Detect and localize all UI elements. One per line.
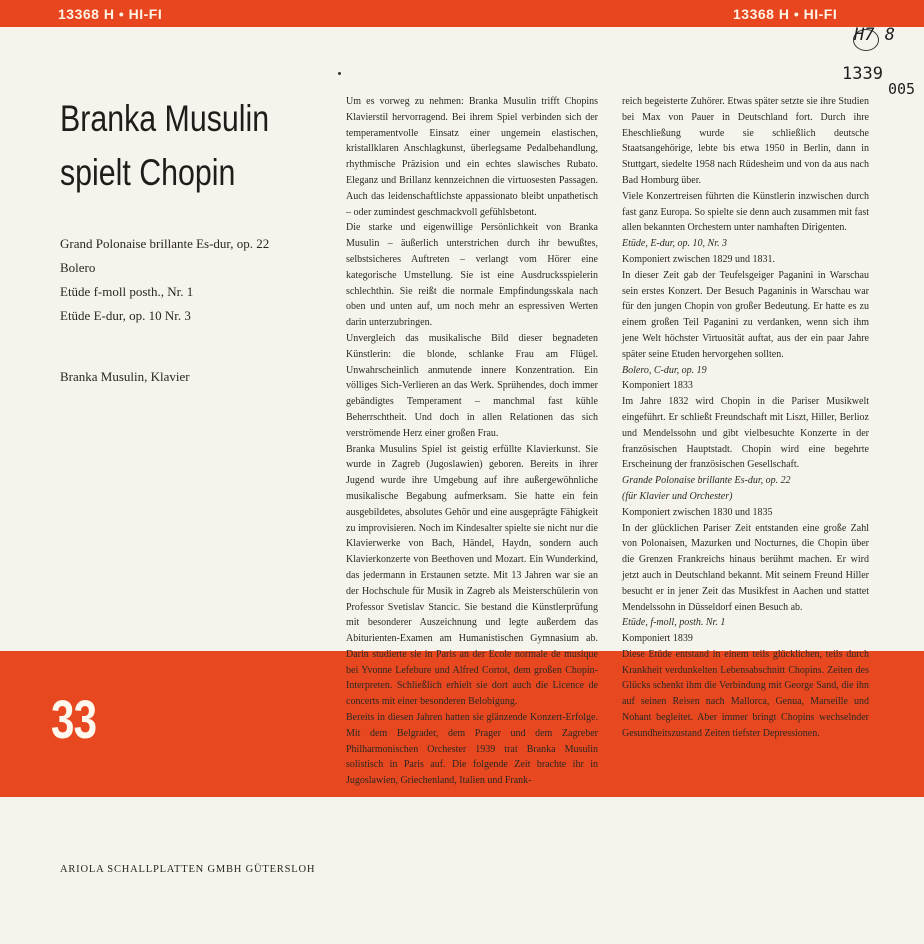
handwritten-mark: H7 8 <box>854 25 895 45</box>
paragraph: reich begeisterte Zuhörer. Etwas später setzte sie ihre Studien bei Max von Pauer in Deutschland fort. Durch ihre Eheschließung wurde sie schließlich deutsche Staatsangehörige, lebte bis etwa 1950 in Berlin, dann in Stuttgart, siedelte 1958 nach Rüdesheim und von da aus nach Bad Homburg über. <box>622 96 869 186</box>
paragraph: In dieser Zeit gab der Teufelsgeiger Paganini in Warschau sein erstes Konzert. Der Besuch Paganinis in Warschau war für den jungen Chopin von großer Bedeutung. Er hatte es zu einem großen Teil Paganini zu verdanken, wenn sich ihm jene Welt höchster Virtuosität auftat, aus der ein paar Jahre später seine Etuden hervorgehen sollten. <box>622 269 869 360</box>
performer: Branka Musulin, Klavier <box>60 369 190 384</box>
paragraph: Um es vorweg zu nehmen: Branka Musulin trifft Chopins Klavierstil hervorragend. Bei ihrem Spiel verbinden sich der temperamentvolle Einsatz einer ungemein elastischen, kristallklaren Anschlagkunst, überlegsame Pedalbehandlung, rhythmische Präzision und ein echtes slawisches Rubato. Eleganz und Brillanz kennzeichnen die virtuosesten Passagen. Auch das leidenschaftlichste appassionato bleibt unpathetisch – oder zumindest geschmackvoll gefühlsbetont. <box>346 96 598 218</box>
section-heading: Bolero, C-dur, op. 19 <box>622 364 707 376</box>
paragraph: Diese Etüde entstand in einem teils glücklichen, teils durch Krankheit verdunkelten Lebensabschnitt Chopins. Zeiten des Glücks schenkt ihm die Verbindung mit George Sand, die ihn auf seinen Reisen nach Mallorca, Genua, Marseille und Nohant begleitet. Aber immer bringt Chopins wechselnder Gesundheitszustand Zeiten tiefster Depressionen. <box>622 648 869 739</box>
composed-date: Komponiert zwischen 1830 und 1835 <box>622 506 773 518</box>
handwritten-catalog-number: 1339 <box>842 64 883 84</box>
composed-date: Komponiert 1839 <box>622 633 693 645</box>
handwritten-catalog-suffix: 005 <box>888 80 916 98</box>
title-line-1: Branka Musulin <box>60 98 270 139</box>
catalog-code-right: 13368 H • HI-FI <box>733 6 838 22</box>
print-speck <box>338 72 341 75</box>
paragraph: Bereits in diesen Jahren hatten sie glänzende Konzert-Erfolge. Mit dem Belgrader, dem Prager und dem Zagreber Philharmonischen Orchester 1939 trat Branka Musulin solistisch in Paris auf. Die folgende Zeit brachte ihr in Jugoslawien, Griechenland, Italien und Frank- <box>346 712 598 787</box>
paragraph: Unvergleich das musikalische Bild dieser begnadeten Künstlerin: die blonde, schlanke Frau am Flügel. Unwahrscheinlich anmutende innere Konzentration. Ein völliges Sich-Verlieren an das Werk. Sprühendes, doch immer gebändigtes Temperament – manchmal fast kühle Beherrschtheit. Und doch in allen Relationen das sich verströmende Herz einer großen Frau. <box>346 332 598 439</box>
paragraph: In der glücklichen Pariser Zeit entstanden eine große Zahl von Polonaisen, Mazurken und Nocturnes, die Chopin über die Grenzen Frankreichs hinaus berühmt machen. Er wird jetzt auch in Deutschland bekannt. Mit seinem Freund Hiller besucht er in jener Zeit das Musikfest in Aachen und stattet Mendelssohn in Düsseldorf einen Besuch ab. <box>622 522 869 613</box>
composed-date: Komponiert zwischen 1829 und 1831. <box>622 253 776 265</box>
work-item: Etüde f-moll posth., Nr. 1 <box>60 284 194 299</box>
work-item: Bolero <box>60 260 96 275</box>
catalog-code-left: 13368 H • HI-FI <box>58 6 163 22</box>
rpm-number: 33 <box>51 690 97 750</box>
title-line-2: spielt Chopin <box>60 152 236 193</box>
work-item: Etüde E-dur, op. 10 Nr. 3 <box>60 308 191 323</box>
liner-notes-column-1 <box>346 94 598 789</box>
composed-date: Komponiert 1833 <box>622 380 693 392</box>
record-label: ARIOLA SCHALLPLATTEN GMBH GÜTERSLOH <box>60 864 316 875</box>
section-subheading: (für Klavier und Orchester) <box>622 490 733 502</box>
paragraph: Die starke und eigenwillige Persönlichkeit von Branka Musulin – äußerlich unterstrichen durch ihr bewußtes, selbstsicheres Auftreten – verlangt vom Hörer eine kategorische Umstellung. Sie ist eine Ausdrucksspielerin schlechthin. Sie reißt die normale Empfindungsskala nach oben und unten auf, um noch mehr an espressiven Werten darin unterzubringen. <box>346 222 598 329</box>
work-item: Grand Polonaise brillante Es-dur, op. 22 <box>60 236 270 251</box>
paragraph: Im Jahre 1832 wird Chopin in die Pariser Musikwelt eingeführt. Er schließt Freundschaft mit Liszt, Hiller, Berlioz und Mendelssohn und gibt vielbesuchte Konzerte in der französischen Hauptstadt. Chopin wird eine begehrte Erscheinung der französischen Gesellschaft. <box>622 396 869 471</box>
section-heading: Etüde, E-dur, op. 10, Nr. 3 <box>622 238 727 250</box>
paragraph: Branka Musulins Spiel ist geistig erfüllte Klavierkunst. Sie wurde in Zagreb (Jugoslawien) geboren. Bereits in ihrer Jugend wurde ihre Umgebung auf ihre außergewöhnliche musikalische Begabung aufmerksam. Sie hatte ein fein ausgebildetes, absolutes Gehör und eine ausgeprägte Fähigkeit zu improvisieren. Noch im Kindesalter spielte sie nicht nur die Klavierwerke von Bach, Händel, Haydn, sondern auch Klavierkonzerte von Beethoven und Mozart. Ein Wunderkind, das jedermann in Erstaunen setzte. Mit 13 Jahren war sie an der Hochschule für Musik in Zagreb als Meisterschülerin von Professor Svetislav Stancic. Sie bestand die Künstlerprüfung mit besonderer Auszeichnung und legte außerdem das Abiturienten-Examen am Humanistischen Gymnasium ab. Darin studierte sie in Paris an der Ecole normale de musique bei Yvonne Lefebure und Alfred Cortot, dem großen Chopin-Interpreten. Schließlich erhielt sie dort auch die Licence de concerts mit einer besonderen Belobigung. <box>346 443 598 708</box>
section-heading: Etüde, f-moll, posth. Nr. 1 <box>622 617 726 629</box>
paragraph: Viele Konzertreisen führten die Künstlerin inzwischen durch fast ganz Europa. So spielte sie denn auch zusammen mit fast allen bekannten Orchestern unter namhaften Dirigenten. <box>622 190 869 234</box>
works-list <box>60 232 269 328</box>
section-heading: Grande Polonaise brillante Es-dur, op. 22 <box>622 475 791 487</box>
liner-notes-column-2 <box>622 94 869 742</box>
